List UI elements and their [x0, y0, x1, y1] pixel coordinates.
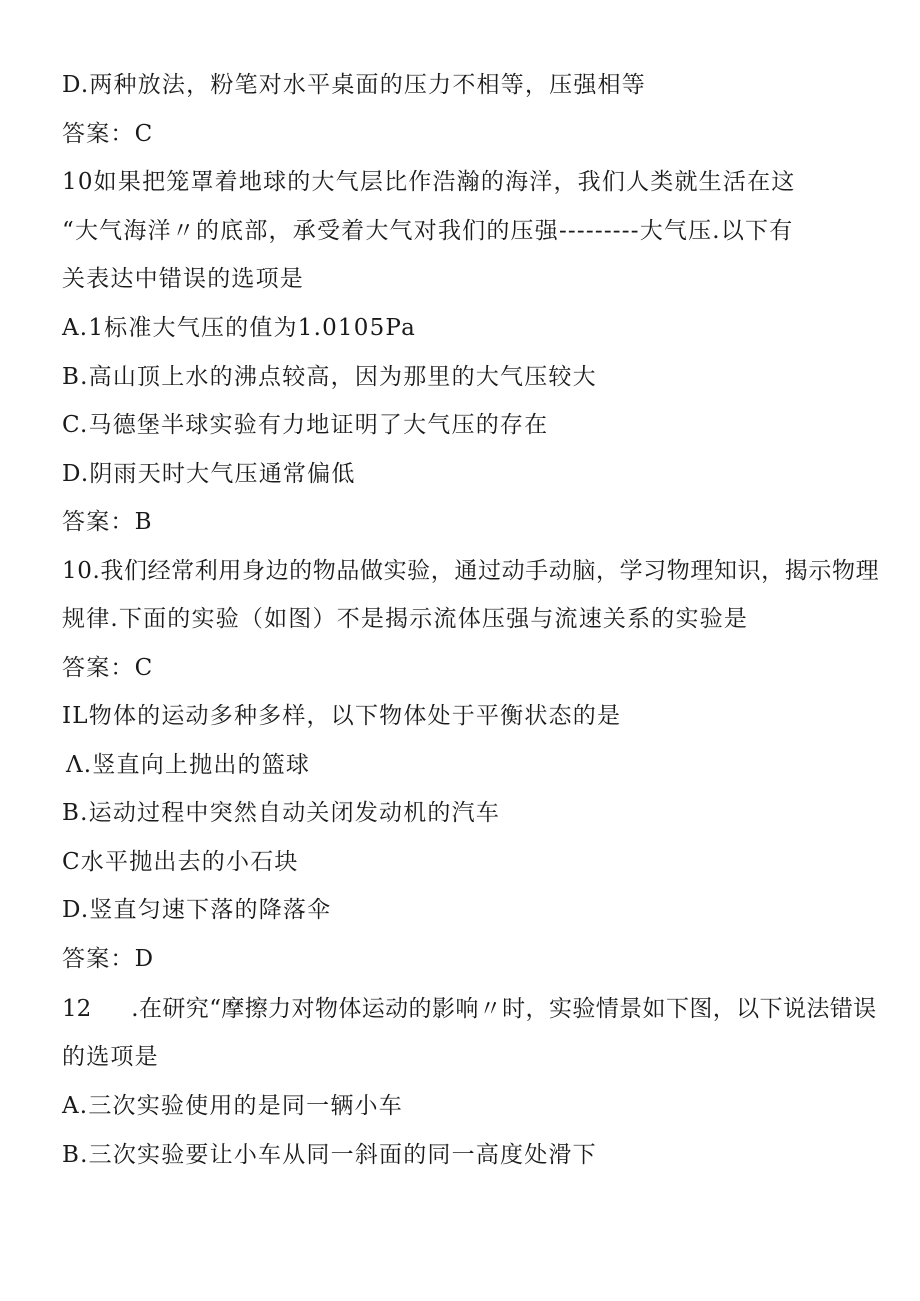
q10a-answer: 答案：B — [62, 509, 153, 535]
q12-number: 12 — [62, 996, 92, 1022]
q10a-option-c: C.马德堡半球实验有力地证明了大气压的存在 — [62, 412, 549, 438]
q11-option-b: B.运动过程中突然自动关闭发动机的汽车 — [62, 800, 501, 826]
q12-option-a: A.三次实验使用的是同一辆小车 — [62, 1093, 403, 1119]
q10a-option-b: B.高山顶上水的沸点较高，因为那里的大气压较大 — [62, 364, 597, 390]
q12-stem-text: .在研究“摩擦力对物体运动的影响〃时，实验情景如下图，以下说法错误 — [131, 996, 877, 1022]
q10b-stem-line-1: 10.我们经常利用身边的物品做实验，通过动手动脑，学习物理知识，揭示物理 — [62, 558, 880, 584]
q9-option-d: D.两种放法，粉笔对水平桌面的压力不相等，压强相等 — [62, 72, 646, 98]
q11-stem: IL物体的运动多种多样，以下物体处于平衡状态的是 — [62, 703, 622, 729]
q9-answer: 答案：C — [62, 121, 154, 147]
q10b-answer: 答案：C — [62, 655, 154, 681]
q11-option-d: D.竖直匀速下落的降落伞 — [62, 897, 332, 923]
q10b-stem-line-2: 规律.下面的实验（如图）不是揭示流体压强与流速关系的实验是 — [62, 606, 749, 632]
q10a-stem-line-2: “大气海洋〃的底部，承受着大气对我们的压强---------大气压.以下有 — [62, 218, 794, 244]
q10a-option-d: D.阴雨天时大气压通常偏低 — [62, 461, 356, 487]
q10a-option-a: A.1标准大气压的值为1.0105Pa — [62, 315, 416, 341]
q12-stem-line-1 — [62, 994, 877, 1024]
q11-option-c: C水平抛出去的小石块 — [62, 849, 299, 875]
q11-answer: 答案：D — [62, 946, 155, 972]
q10a-stem-line-1: 10如果把笼罩着地球的大气层比作浩瀚的海洋，我们人类就生活在这 — [62, 169, 796, 195]
q10a-stem-line-3: 关表达中错误的选项是 — [62, 266, 304, 292]
q12-stem-line-2: 的选项是 — [62, 1044, 159, 1070]
q11-option-a: Λ.竖直向上抛出的篮球 — [66, 752, 311, 778]
q12-option-b: B.三次实验要让小车从同一斜面的同一高度处滑下 — [62, 1142, 597, 1168]
